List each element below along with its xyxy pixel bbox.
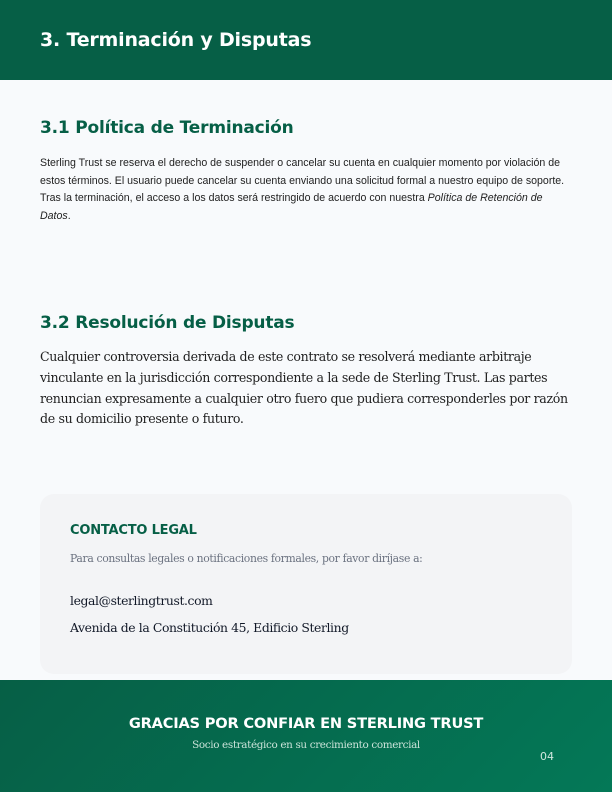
termination-text-end: . — [67, 210, 71, 223]
section-heading-termination: 3.1 Política de Terminación — [40, 118, 294, 138]
disputes-paragraph: Cualquier controversia derivada de este contrato se resolverá mediante arbitraje vinculante en la jurisdicción correspondiente a la sede de Sterling Trust. Las partes renuncian expresamente a cualquier otro fuero que pudiera corresponderles por razón de su domicilio presente o futuro. — [40, 349, 568, 427]
legal-contact-card — [40, 494, 572, 674]
footer-subtitle: Socio estratégico en su crecimiento comercial — [192, 739, 420, 751]
contact-email-link[interactable]: legal@sterlingtrust.com — [70, 593, 213, 608]
section-heading-disputes: 3.2 Resolución de Disputas — [40, 313, 295, 333]
page-title: 3. Terminación y Disputas — [40, 29, 312, 51]
termination-text: Sterling Trust se reserva el derecho de suspender o cancelar su cuenta en cualquier momento por violación de estos términos. El usuario puede cancelar su cuenta enviando una solicitud formal a nuestro equipo de soporte. Tras la terminación, el acceso a los datos será restringido de acuerdo con nuestra — [40, 157, 565, 205]
data-retention-policy-reference: Política de Retención de Datos — [40, 192, 543, 223]
contact-address: Avenida de la Constitución 45, Edificio Sterling — [70, 620, 349, 635]
page-footer — [0, 680, 612, 792]
contact-card-title: CONTACTO LEGAL — [70, 523, 197, 538]
page-header — [0, 0, 612, 80]
page-number: 04 — [540, 750, 554, 763]
termination-paragraph — [40, 155, 575, 226]
contact-card-description: Para consultas legales o notificaciones formales, por favor diríjase a: — [70, 552, 423, 565]
footer-title: GRACIAS POR CONFIAR EN STERLING TRUST — [128, 715, 484, 732]
